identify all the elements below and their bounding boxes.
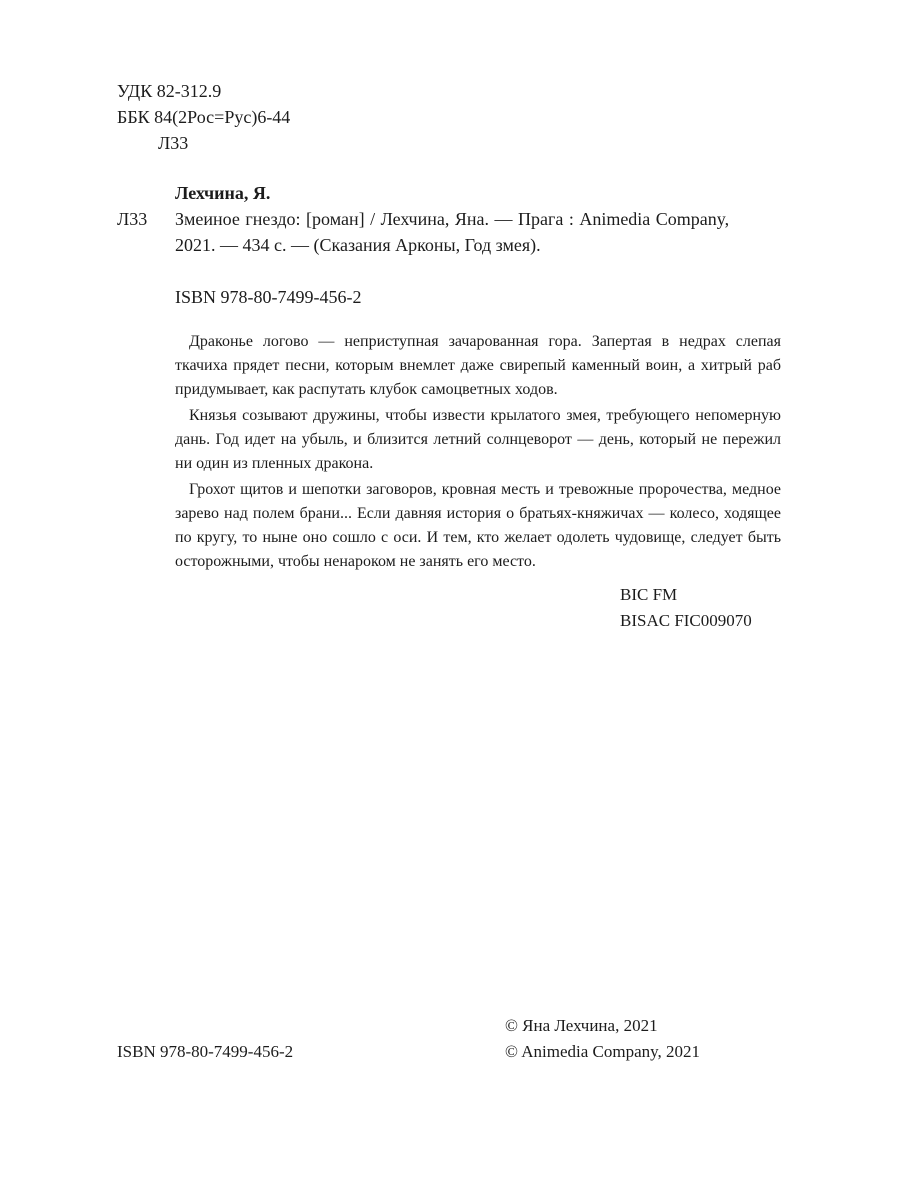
footer-isbn: ISBN 978-80-7499-456-2 — [117, 1042, 294, 1061]
bisac-code: BISAC FIC009070 — [620, 611, 752, 630]
author-mark: Л33 — [158, 133, 189, 153]
bic-code: BIC FM — [620, 585, 678, 604]
bbk-code: ББК 84(2Рос=Рус)6-44 — [117, 107, 291, 127]
udk-code: УДК 82-312.9 — [117, 81, 222, 101]
copyright-author: © Яна Лехчина, 2021 — [505, 1016, 658, 1035]
annotation-paragraph-3: Грохот щитов и шепотки заговоров, кровная месть и тревожные пророчества, медное зарево над полем брани... Если давняя история о братьях-княжичах — колесо, ходящее по кругу, то ныне оно сошло с оси. И тем, кто желает одолеть чудовище, следует быть осторожными, чтобы ненароком не занять его место. — [175, 481, 781, 570]
annotation-paragraph-2: Князья созывают дружины, чтобы извести крылатого змея, требующего непомерную дань. Год идет на убыль, и близится летний солнцеворот — день, который не пережил ни один из пленных дракона. — [175, 407, 781, 472]
record-isbn: ISBN 978-80-7499-456-2 — [175, 287, 362, 307]
author-heading: Лехчина, Я. — [175, 183, 271, 203]
bibliographic-description-line-2: 2021. — 434 с. — (Сказания Арконы, Год змея). — [175, 235, 541, 255]
record-author-mark: Л33 — [117, 209, 148, 229]
copyright-publisher: © Animedia Company, 2021 — [505, 1042, 701, 1061]
annotation-paragraph-1: Драконье логово — неприступная зачарованная гора. Запертая в недрах слепая ткачиха прядет песни, которым внемлет даже свирепый каменный воин, а хитрый раб придумывает, как распутать клубок самоцветных ходов. — [175, 333, 781, 398]
bibliographic-description-line-1: Змеиное гнездо: [роман] / Лехчина, Яна. — Прага : Animedia Company, — [175, 209, 730, 229]
